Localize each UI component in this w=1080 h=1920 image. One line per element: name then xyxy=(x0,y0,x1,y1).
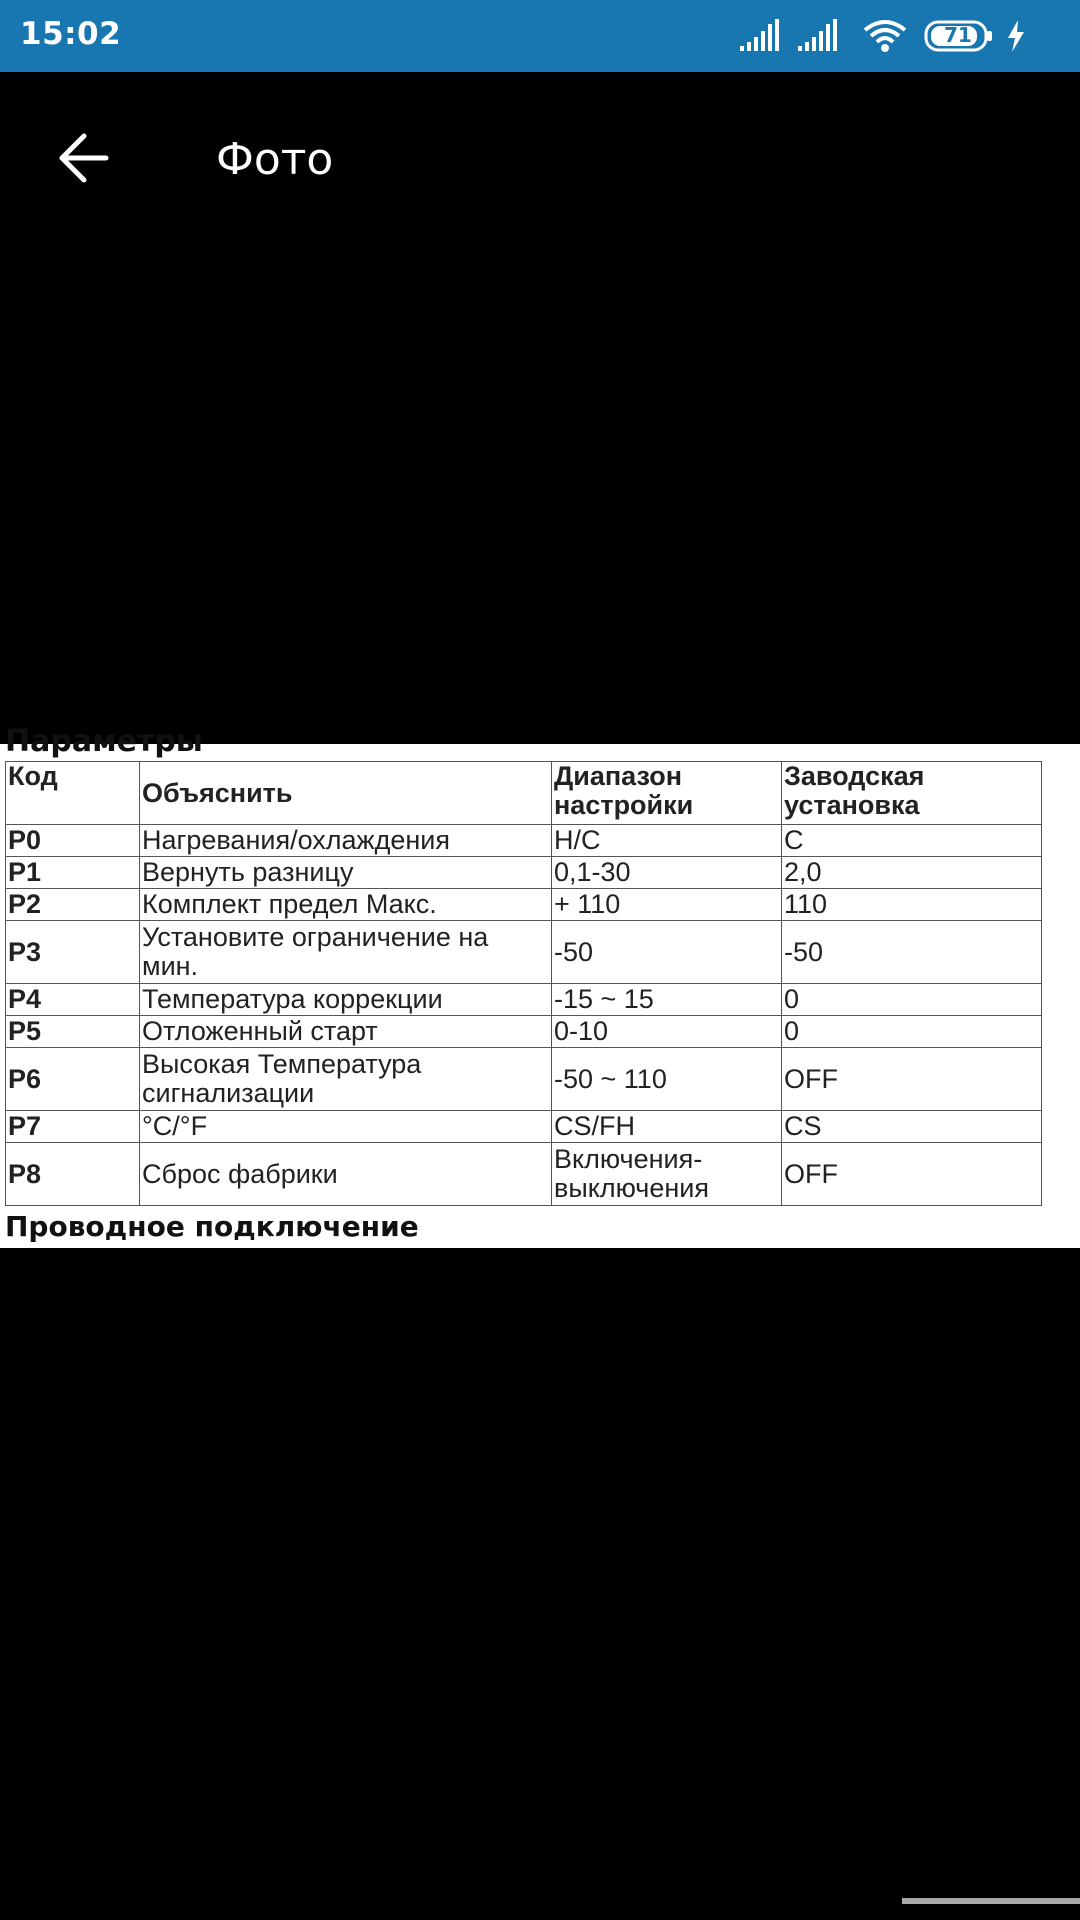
table-cell-explain: Вернуть разницу xyxy=(140,857,552,889)
table-row xyxy=(6,857,1042,889)
toolbar-title: Фото xyxy=(216,134,334,185)
table-cell-range: 0-10 xyxy=(552,1016,782,1048)
status-time: 15:02 xyxy=(20,16,122,52)
table-cell-code: P3 xyxy=(6,921,140,984)
table-header-row xyxy=(6,762,1042,825)
table-cell-default: -50 xyxy=(782,921,1042,984)
parameters-table xyxy=(5,761,1042,1206)
table-header-default: Заводская установка xyxy=(782,762,1042,825)
status-bar xyxy=(0,0,1080,72)
table-cell-range: -50 ~ 110 xyxy=(552,1048,782,1111)
wifi-icon xyxy=(862,18,908,54)
table-row xyxy=(6,1048,1042,1111)
scroll-indicator xyxy=(902,1898,1080,1904)
table-cell-explain: Отложенный старт xyxy=(140,1016,552,1048)
photo-heading-parameters: Параметры xyxy=(5,724,203,759)
table-cell-range: + 110 xyxy=(552,889,782,921)
table-row xyxy=(6,984,1042,1016)
table-cell-explain: Сброс фабрики xyxy=(140,1143,552,1206)
table-cell-default: 110 xyxy=(782,889,1042,921)
table-cell-range: CS/FH xyxy=(552,1111,782,1143)
table-cell-code: P7 xyxy=(6,1111,140,1143)
table-cell-range: -50 xyxy=(552,921,782,984)
table-cell-range: H/C xyxy=(552,825,782,857)
table-cell-default: C xyxy=(782,825,1042,857)
table-cell-code: P5 xyxy=(6,1016,140,1048)
table-cell-range: 0,1-30 xyxy=(552,857,782,889)
table-cell-explain: Высокая Температура сигнализации xyxy=(140,1048,552,1111)
table-header-range: Диапазон настройки xyxy=(552,762,782,825)
table-header-code: Код xyxy=(6,762,140,825)
table-cell-default: 0 xyxy=(782,984,1042,1016)
signal-icon xyxy=(796,18,840,54)
table-cell-range: -15 ~ 15 xyxy=(552,984,782,1016)
table-row xyxy=(6,825,1042,857)
table-cell-explain: Комплект предел Макс. xyxy=(140,889,552,921)
arrow-left-icon[interactable] xyxy=(54,128,114,188)
photo-image[interactable] xyxy=(0,724,1080,1248)
table-row xyxy=(6,1111,1042,1143)
table-cell-code: P4 xyxy=(6,984,140,1016)
charging-icon xyxy=(1004,18,1028,54)
table-cell-range: Включения-выключения xyxy=(552,1143,782,1206)
status-icons xyxy=(738,18,1068,54)
table-cell-explain: Температура коррекции xyxy=(140,984,552,1016)
table-cell-default: 2,0 xyxy=(782,857,1042,889)
table-cell-explain: °C/°F xyxy=(140,1111,552,1143)
table-cell-code: P8 xyxy=(6,1143,140,1206)
table-header-explain: Объяснить xyxy=(140,762,552,825)
table-cell-default: 0 xyxy=(782,1016,1042,1048)
table-row xyxy=(6,921,1042,984)
table-cell-explain: Установите ограничение на мин. xyxy=(140,921,552,984)
battery-level: 71 xyxy=(944,23,972,47)
signal-icon xyxy=(738,18,782,54)
table-cell-code: P1 xyxy=(6,857,140,889)
table-cell-default: OFF xyxy=(782,1048,1042,1111)
photo-heading-wired-connection: Проводное подключение xyxy=(5,1210,419,1243)
table-row xyxy=(6,1016,1042,1048)
table-cell-code: P2 xyxy=(6,889,140,921)
table-row xyxy=(6,889,1042,921)
table-cell-explain: Нагревания/охлаждения xyxy=(140,825,552,857)
table-row xyxy=(6,1143,1042,1206)
app-toolbar xyxy=(0,72,1080,242)
table-cell-default: CS xyxy=(782,1111,1042,1143)
table-cell-code: P0 xyxy=(6,825,140,857)
table-cell-default: OFF xyxy=(782,1143,1042,1206)
table-cell-code: P6 xyxy=(6,1048,140,1111)
